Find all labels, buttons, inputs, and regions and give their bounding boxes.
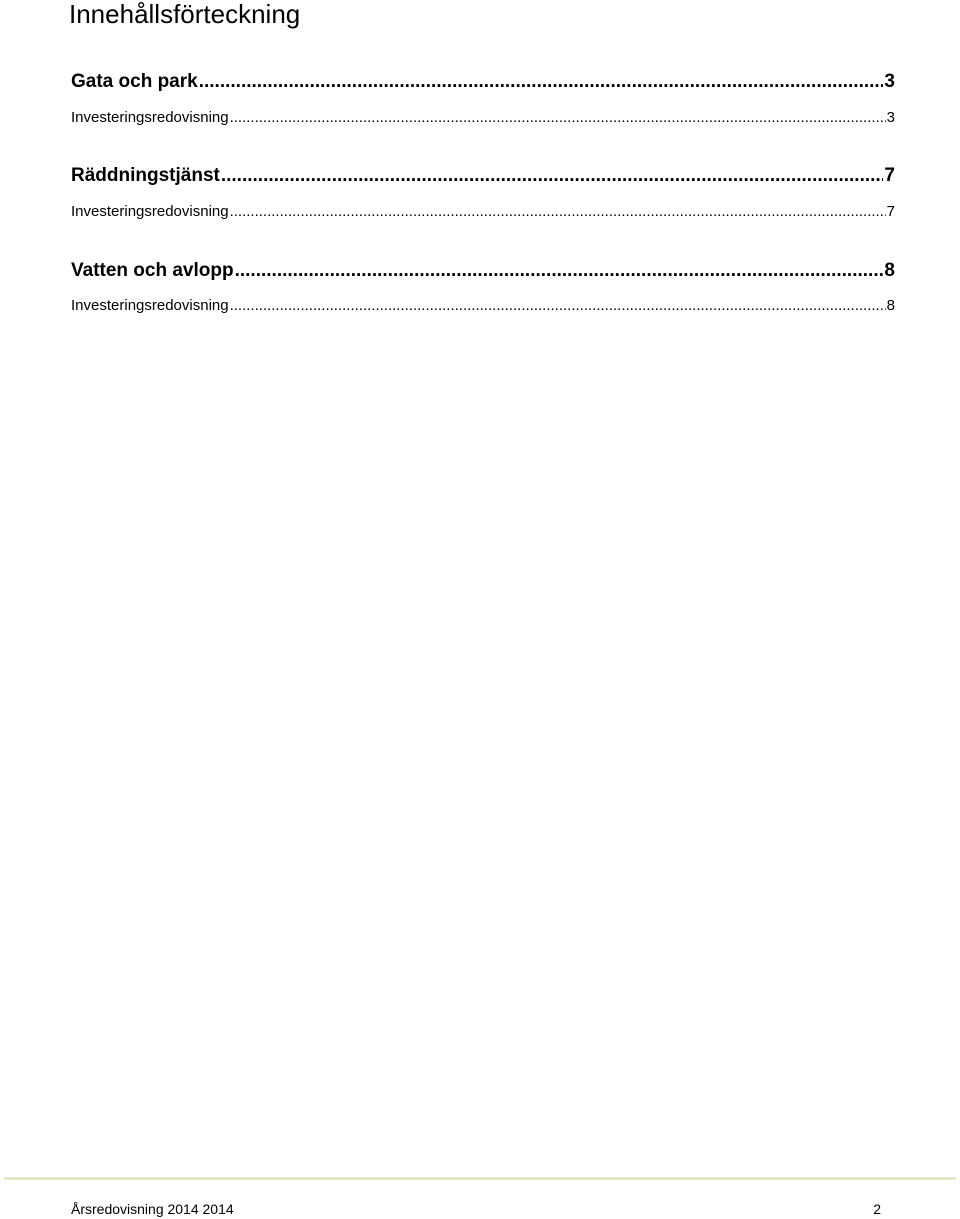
toc-dot-leader [221, 164, 884, 188]
toc-dot-leader [230, 108, 886, 128]
toc-entry-label: Räddningstjänst [71, 165, 220, 186]
toc-entry-page: 7 [884, 165, 895, 186]
toc-entry-page: 8 [886, 297, 895, 314]
toc-entry-page: 3 [886, 109, 895, 126]
toc-entry-label: Investeringsredovisning [71, 109, 229, 126]
toc-entry-page: 8 [884, 260, 895, 281]
toc-dot-leader [235, 259, 884, 283]
toc-dot-leader [230, 202, 886, 222]
toc-entry-label: Investeringsredovisning [71, 297, 229, 314]
toc-entry-gata-och-park[interactable] [71, 70, 895, 94]
toc-entry-label: Vatten och avlopp [71, 260, 234, 281]
toc-entry-label: Investeringsredovisning [71, 203, 229, 220]
toc-entry-page: 3 [884, 71, 895, 92]
toc-entry-investeringsredovisning-gata[interactable] [71, 108, 895, 128]
toc-entry-raddningstjanst[interactable] [71, 164, 895, 188]
toc-entry-page: 7 [886, 203, 895, 220]
toc-entry-investeringsredovisning-vatten[interactable] [71, 296, 895, 316]
footer-divider [4, 1177, 956, 1180]
toc-entry-investeringsredovisning-raddning[interactable] [71, 202, 895, 222]
toc-dot-leader [230, 296, 886, 316]
footer-document-name: Årsredovisning 2014 2014 [71, 1201, 234, 1217]
toc-entry-vatten-och-avlopp[interactable] [71, 259, 895, 283]
toc-title: Innehållsförteckning [69, 0, 301, 29]
footer-page-number: 2 [873, 1201, 881, 1217]
toc-entry-label: Gata och park [71, 71, 198, 92]
toc-dot-leader [199, 70, 884, 94]
